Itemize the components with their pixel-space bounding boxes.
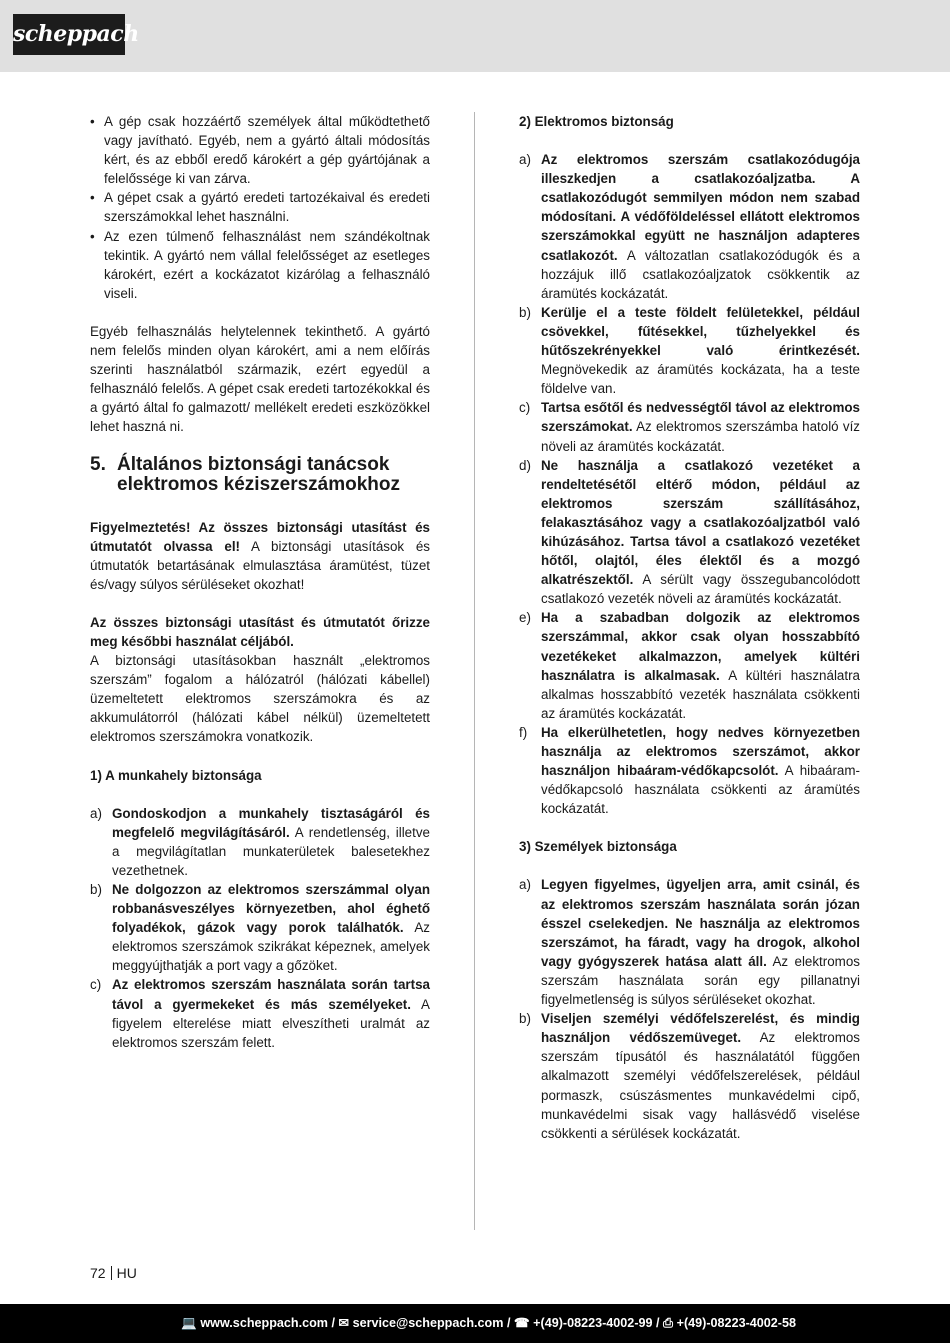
list-item: f) Ha elkerülhetetlen, hogy nedves környezetben használja az elektromos szerszámot, akkor használjon hibaáram-védőkapcsolót. A hibaáram-védőkapcsoló használata csökkenti az áramütés kockázatát. bbox=[519, 724, 860, 817]
page-header bbox=[0, 0, 950, 72]
subsection-personal-safety: 3) Személyek biztonsága bbox=[519, 839, 677, 855]
computer-icon: 💻 bbox=[181, 1316, 197, 1330]
keep-instructions-text: A biztonsági utasításokban használt „elektromos szerszám” fogalom a hálózatról (hálózati kábellel) üzemeltetett elektromos szerszámokra és az akkumulátorról (hálózati kábel nélkül) üzemeltetett elektromos szerszámokra vonatkozik. bbox=[90, 653, 430, 745]
page-footer: 💻 www.scheppach.com / ✉ service@scheppach.com / ☎ +(49)-08223-4002-99 / ⎙ +(49)-08223-4002-58 bbox=[0, 1304, 950, 1343]
phone-icon: ☎ bbox=[513, 1316, 530, 1330]
section-title: Általános biztonsági tanácsok elektromos kéziszerszámokhoz bbox=[117, 453, 401, 495]
keep-instructions-heading: Az összes biztonsági utasítást és útmutatót őrizze meg későbbi használat céljából. bbox=[90, 614, 430, 649]
page-number: 72 HU bbox=[90, 1265, 137, 1281]
bullet-item: • A gép csak hozzáértő személyek által működtethető vagy javítható. Egyéb, nem a gyártó általi módosítás kért, és az ebből eredő károkért a gép gyártójának a felelőssége ki van zárva. bbox=[90, 112, 430, 188]
section-heading bbox=[90, 455, 430, 495]
right-column bbox=[519, 112, 860, 1143]
fax-number: +(49)-08223-4002-58 bbox=[676, 1316, 796, 1330]
list-item: a) Az elektromos szerszám csatlakozódugója illeszkedjen a csatlakozóaljzatba. A csatlakozódugót semmilyen módon nem szabad módosítani. A védőföldeléssel ellátott elektromos szerszámokkal együtt ne használjon adapteres csatlakozót. A változatlan csatlakozódugók és a hozzájuk illő csatlakozóaljzatok csökkentik az áramütés kockázatát. bbox=[519, 152, 860, 301]
fax-icon: ⎙ bbox=[663, 1316, 674, 1330]
scheppach-logo: scheppach bbox=[13, 14, 125, 55]
list-item: e) Ha a szabadban dolgozik az elektromos szerszámmal, akkor csak olyan hosszabbító vezetékeket alkalmazzon, amelyek kültéri használatra is alkalmasak. A kültéri használatra alkalmas hosszabbító vezeték használata csökkenti az áramütés kockázatát. bbox=[519, 610, 860, 721]
list-item: b) Ne dolgozzon az elektromos szerszámmal olyan robbanásveszélyes környezetben, ahol éghető folyadékok, gázok vagy porok találhatók. Az elektromos szerszámok szikrákat képeznek, amelyek meggyújthatják a port vagy a gőzöket. bbox=[90, 882, 431, 974]
email-link[interactable]: service@scheppach.com bbox=[352, 1316, 504, 1330]
subsection-electrical-safety: 2) Elektromos biztonság bbox=[519, 114, 674, 129]
list-item: a) Gondoskodjon a munkahely tisztaságáról és megfelelő megvilágításáról. A rendetlenség, illetve a megvilágítatlan munkaterületek balesetekhez vezethetnek. bbox=[90, 805, 430, 878]
warning-text: A biztonsági utasítások és útmutatók betartásának elmulasztása áramütést, tüzet és/vagy súlyos sérüléseket okozhat! bbox=[90, 538, 431, 592]
list-item: c) Az elektromos szerszám használata során tartsa távol a gyermekeket és más személyeket. A figyelem elterelése miatt elveszítheti uralmát az elektromos szerszám felett. bbox=[90, 977, 430, 1050]
warning-paragraph bbox=[90, 518, 430, 594]
website-link[interactable]: www.scheppach.com bbox=[200, 1316, 328, 1330]
list-item: c) Tartsa esőtől és nedvességtől távol az elektromos szerszámokat. Az elektromos szerszámba hatoló víz növeli az áramütés kockázatát. bbox=[519, 400, 860, 454]
subsection-workplace-safety: 1) A munkahely biztonsága bbox=[90, 767, 262, 783]
column-divider bbox=[474, 112, 475, 1230]
bullet-item: • Az ezen túlmenő felhasználást nem szándékoltnak tekintik. A gyártó nem vállal felelősséget az esetleges károkért, ezért a kockázatot kizárólag a felhasználó viseli. bbox=[90, 227, 430, 303]
list-item: d) Ne használja a csatlakozó vezetéket a rendeltetésétől eltérő módon, például az elektromos szerszám szállításához, felakasztásához vagy a csatlakozóaljzatból való kihúzásához. Tartsa távol a csatlakozó vezetéket hőtől, olajtól, éles élektől és a mozgó alkatrészektől. A sérült vagy összegubancolódott csatlakozó vezeték növeli az áramütés kockázatát. bbox=[519, 457, 860, 607]
list-item: a) Legyen figyelmes, ügyeljen arra, amit csinál, és az elektromos szerszám használata során józan ésszel cselekedjen. Ne használja az elektromos szerszámot, ha fáradt, vagy ha drogok, alkohol vagy gyógyszerek hatása alatt áll. Az elektromos szerszám használata során egy pillanatnyi figyelmetlenség is súlyos sérüléseket okozhat. bbox=[519, 877, 860, 1008]
envelope-icon: ✉ bbox=[338, 1316, 350, 1330]
separator-bar bbox=[111, 1266, 112, 1280]
intended-use-paragraph: Egyéb felhasználás helytelennek tekinthető. A gyártó nem felelős minden olyan károkért, ami a nem előírás szerinti használatból származik, ezért egyedül a felhasználó felelős. A gépet csak eredeti tartozékokkal és a gyártó által fo galmazott/ mellékelt eredeti eszközökkel lehet haszná ni. bbox=[90, 323, 430, 435]
list-item: b) Viseljen személyi védőfelszerelést, és mindig használjon védőszemüveget. Az elektromos szerszám típusától és használatától függően alkalmazott személyi védőfelszerelések, például pormaszk, csúszásmentes munkavédelmi cipő, munkavédelmi sisak vagy hallásvédő viselése csökkenti a sérülések kockázatát. bbox=[519, 1011, 860, 1141]
left-column bbox=[90, 112, 430, 1052]
warning-bold: Figyelmeztetés! Az összes biztonsági utasítást és útmutatót olvassa el! bbox=[90, 519, 430, 554]
section-number: 5. bbox=[90, 453, 106, 475]
list-item: b) Kerülje el a teste földelt felületekkel, például csövekkel, fűtésekkel, tűzhelyekkel és hűtőszekrényekkel való érintkezését. Megnövekedik az áramütés kockázata, ha a teste földelve van. bbox=[519, 304, 860, 397]
bullet-item: • A gépet csak a gyártó eredeti tartozékaival és eredeti szerszámokkal lehet használni. bbox=[90, 188, 430, 226]
phone-number: +(49)-08223-4002-99 bbox=[533, 1316, 653, 1330]
